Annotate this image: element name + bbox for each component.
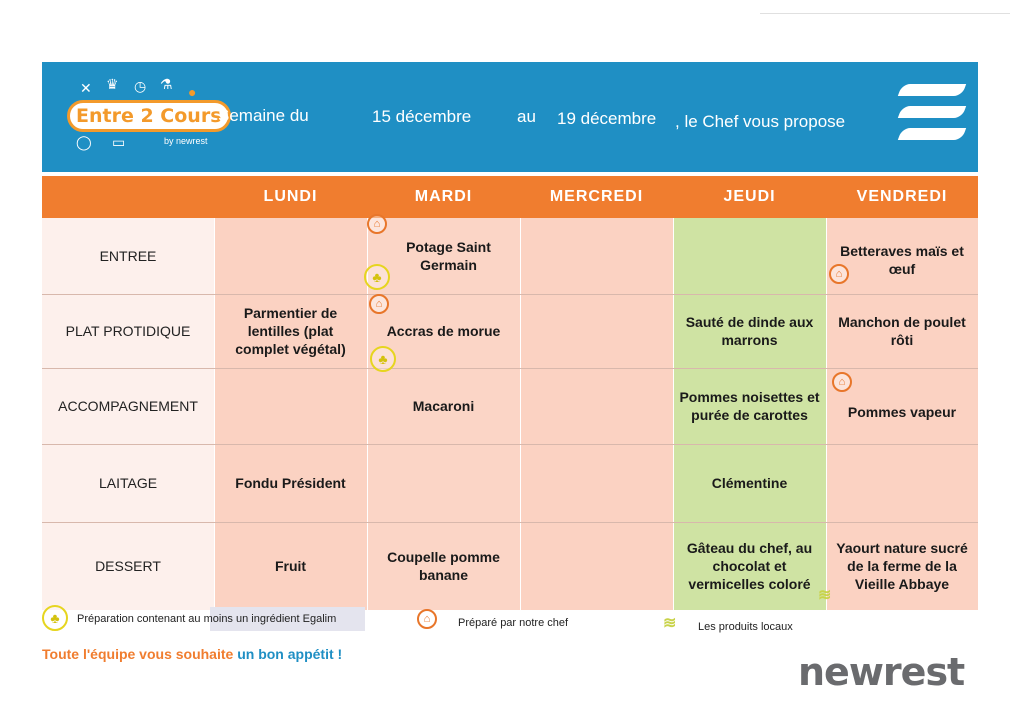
menu-cell: Sauté de dinde aux marrons xyxy=(685,314,814,348)
chef-house-icon: ⌂ xyxy=(829,264,849,284)
flask-icon: ⚗ xyxy=(160,76,173,92)
egalim-leaf-icon: ♣ xyxy=(370,346,396,372)
menu-cell: Fondu Président xyxy=(235,475,346,491)
entre-2-cours-logo xyxy=(62,76,222,154)
footer-text-blue: un bon appétit ! xyxy=(237,646,343,662)
day-header-jeudi: JEUDI xyxy=(723,188,776,205)
menu-cell: Gâteau du chef, au chocolat et vermicelles coloré xyxy=(686,540,813,592)
end-date: 19 décembre xyxy=(557,109,657,128)
category-accompagnement: ACCOMPAGNEMENT xyxy=(58,398,198,414)
menu-cell: Clémentine xyxy=(711,475,788,491)
start-date: 15 décembre xyxy=(372,107,472,126)
newrest-logo: newrest xyxy=(798,650,965,694)
menu-cell: Parmentier de lentilles (plat complet végétal) xyxy=(235,305,346,357)
week-label: Semaine du xyxy=(218,106,309,125)
menu-cell: Pommes vapeur xyxy=(847,404,957,420)
chef-house-icon: ⌂ xyxy=(417,609,437,629)
laptop-icon: ▭ xyxy=(112,134,126,150)
legend-local: Les produits locaux xyxy=(698,621,793,633)
day-header-mardi: MARDI xyxy=(414,188,473,205)
legend-egalim: Préparation contenant au moins un ingrédient Egalim xyxy=(77,613,337,625)
menu-cell: Coupelle pomme banane xyxy=(387,549,500,583)
egalim-leaf-icon: ♣ xyxy=(364,264,390,290)
day-header-vendredi: VENDREDI xyxy=(856,188,948,205)
clock-icon: ◷ xyxy=(134,78,147,94)
logo-title: Entre 2 Cours xyxy=(67,100,231,132)
menu-cell: Betteraves maïs et œuf xyxy=(840,243,964,277)
chef-house-icon: ⌂ xyxy=(367,214,387,234)
column-divider xyxy=(520,218,521,610)
category-laitage: LAITAGE xyxy=(98,475,158,491)
chef-hat-icon: ♛ xyxy=(106,76,119,92)
menu-cell: Macaroni xyxy=(412,398,475,414)
category-plat-protidique: PLAT PROTIDIQUE xyxy=(65,323,191,339)
column-mercredi xyxy=(520,218,673,610)
footer-text-orange: Toute l'équipe vous souhaite xyxy=(42,646,234,662)
chef-house-icon: ⌂ xyxy=(832,372,852,392)
egalim-leaf-icon: ♣ xyxy=(42,605,68,631)
chef-proposes-label: , le Chef vous propose xyxy=(675,112,846,131)
menu-table xyxy=(42,176,978,610)
day-header-mercredi: MERCREDI xyxy=(549,188,644,205)
menu-cell: Manchon de poulet rôti xyxy=(838,314,966,348)
legend-chef: Préparé par notre chef xyxy=(458,617,569,629)
menu-cell: Potage Saint Germain xyxy=(406,239,491,273)
utensils-icon: ✕ xyxy=(80,80,92,96)
menu-cell: Fruit xyxy=(274,558,307,574)
to-label: au xyxy=(517,107,536,126)
header-banner xyxy=(42,62,978,172)
footer-message xyxy=(42,646,342,662)
apple-icon: ● xyxy=(188,84,197,100)
category-dessert: DESSERT xyxy=(95,558,161,574)
chef-house-icon: ⌂ xyxy=(369,294,389,314)
menu-cell: Pommes noisettes et purée de carottes xyxy=(679,389,820,423)
plate-icon: ◯ xyxy=(76,134,92,150)
local-products-icon: ≋ xyxy=(663,615,677,632)
menu-cell: Accras de morue xyxy=(386,323,501,339)
menu-cell: Yaourt nature sucré de la ferme de la Vieille Abbaye xyxy=(836,540,968,592)
days-header-row xyxy=(42,176,978,218)
local-products-icon: ≋ xyxy=(818,587,832,604)
newrest-brand-mark-icon xyxy=(900,84,964,154)
logo-subtitle: by newrest xyxy=(164,136,208,146)
day-header-lundi: LUNDI xyxy=(263,188,318,205)
category-entree: ENTREE xyxy=(99,248,157,264)
scan-line xyxy=(760,13,1010,14)
